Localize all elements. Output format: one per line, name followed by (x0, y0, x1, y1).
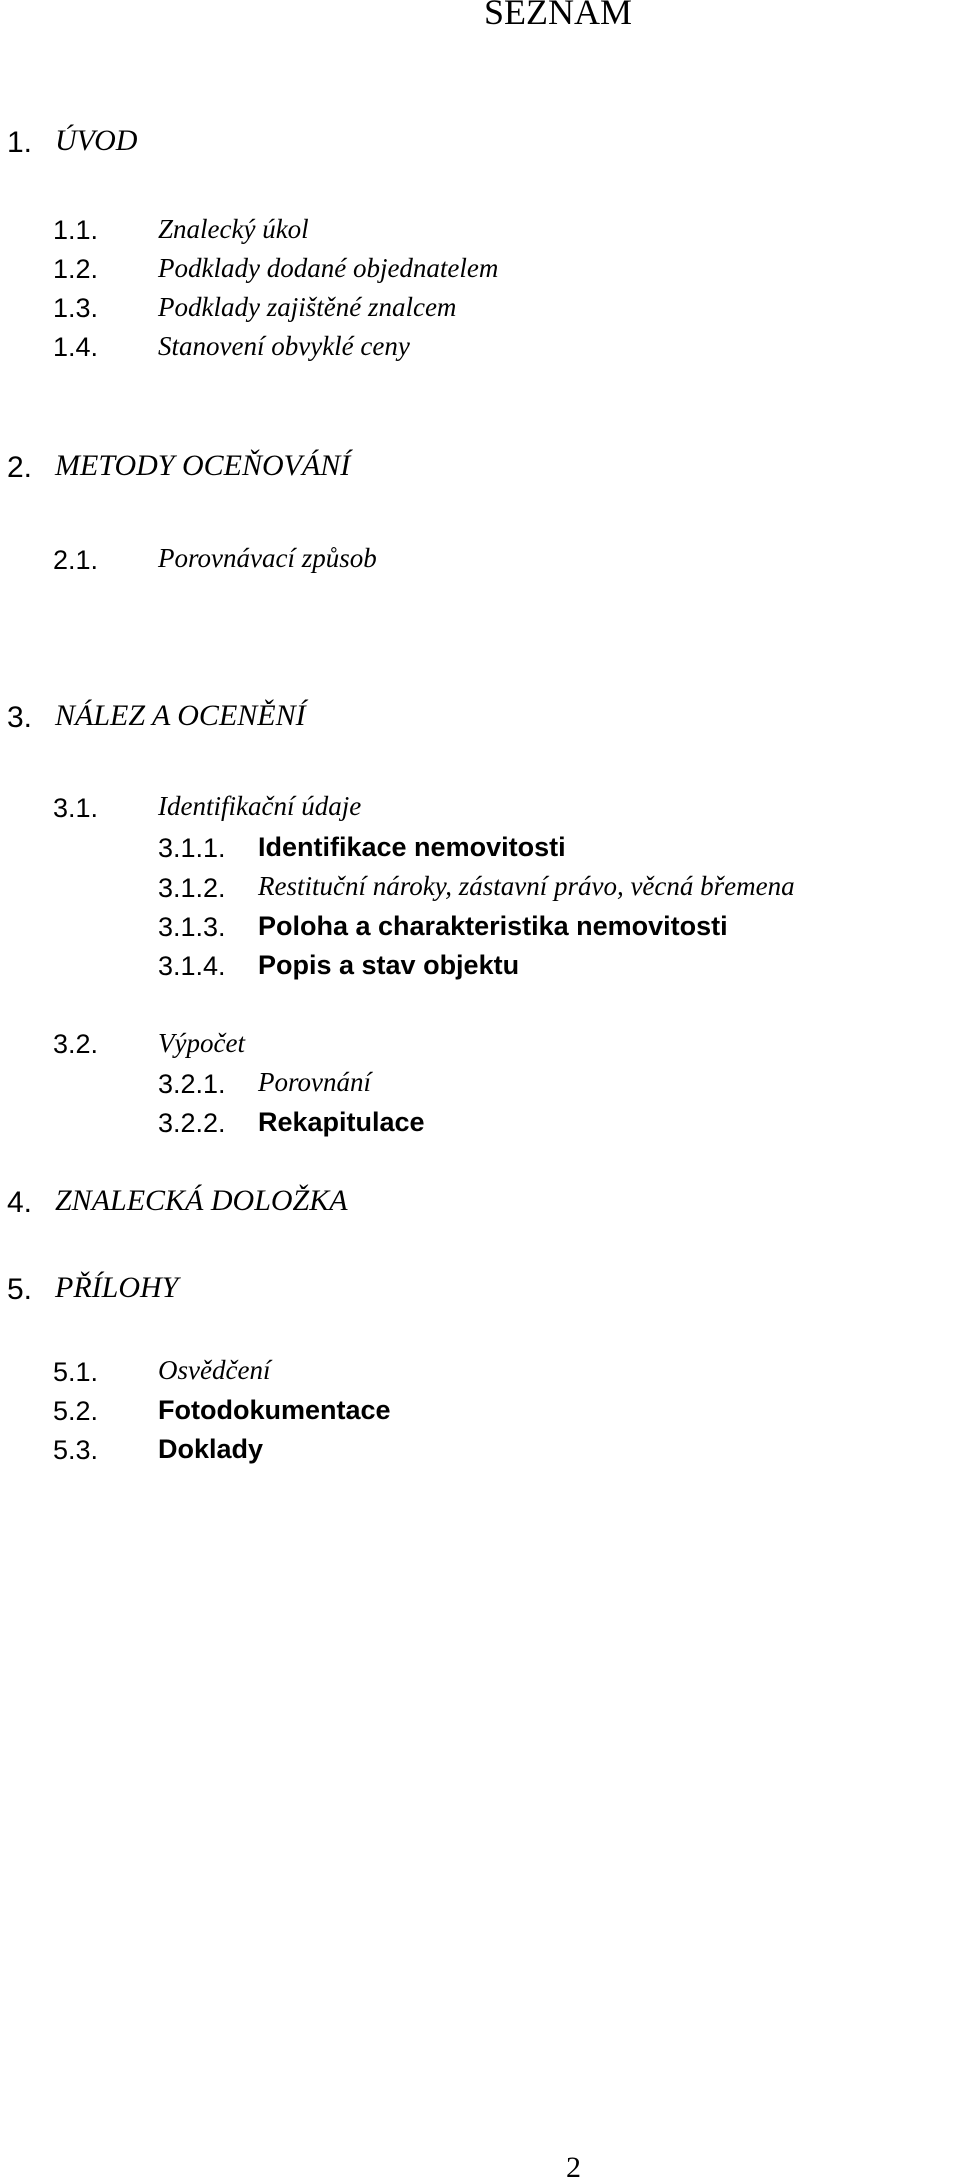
toc-item-2-1-number: 2.1. (53, 545, 99, 575)
toc-heading-4-number: 4. (7, 1186, 33, 1219)
toc-heading-1-number: 1. (7, 126, 33, 159)
toc-item-3-2-label: Výpočet (158, 1028, 245, 1058)
toc-item-3-1-3-number: 3.1.3. (158, 912, 226, 942)
toc-item-1-1-label: Znalecký úkol (158, 214, 309, 244)
toc-item-5-1-label: Osvědčení (158, 1355, 271, 1385)
toc-heading-1-label: ÚVOD (55, 124, 138, 157)
toc-item-5-2-number: 5.2. (53, 1396, 99, 1426)
toc-item-3-1-1-label: Identifikace nemovitosti (258, 832, 566, 862)
toc-heading-3-number: 3. (7, 701, 33, 734)
toc-item-3-2-2-label: Rekapitulace (258, 1107, 425, 1137)
toc-item-3-1-2-label: Restituční nároky, zástavní právo, věcná břemena (258, 871, 795, 901)
toc-item-1-3-number: 1.3. (53, 293, 99, 323)
toc-item-5-2-label: Fotodokumentace (158, 1395, 391, 1425)
toc-item-1-2-number: 1.2. (53, 254, 99, 284)
toc-item-5-3-label: Doklady (158, 1434, 264, 1464)
toc-item-3-2-1-number: 3.2.1. (158, 1069, 226, 1099)
toc-heading-3-label: NÁLEZ A OCENĚNÍ (55, 699, 306, 732)
toc-item-5-1-number: 5.1. (53, 1357, 99, 1387)
toc-item-1-4-label: Stanovení obvyklé ceny (158, 331, 410, 361)
page-number: 2 (566, 2151, 581, 2184)
toc-item-3-2-2-number: 3.2.2. (158, 1108, 226, 1138)
toc-heading-4-label: ZNALECKÁ DOLOŽKA (55, 1184, 348, 1217)
toc-item-1-1-number: 1.1. (53, 215, 99, 245)
toc-item-3-1-number: 3.1. (53, 793, 99, 823)
toc-item-3-1-2-number: 3.1.2. (158, 873, 226, 903)
toc-item-3-2-number: 3.2. (53, 1029, 99, 1059)
page-title: SEZNAM (484, 0, 633, 32)
toc-heading-5-number: 5. (7, 1273, 33, 1306)
toc-item-1-4-number: 1.4. (53, 332, 99, 362)
toc-item-3-1-3-label: Poloha a charakteristika nemovitosti (258, 911, 728, 941)
toc-heading-2-label: METODY OCEŇOVÁNÍ (55, 449, 351, 482)
toc-heading-5-label: PŘÍLOHY (55, 1271, 179, 1304)
toc-item-5-3-number: 5.3. (53, 1435, 99, 1465)
toc-heading-2-number: 2. (7, 451, 33, 484)
toc-item-3-1-1-number: 3.1.1. (158, 833, 226, 863)
toc-item-1-3-label: Podklady zajištěné znalcem (158, 292, 457, 322)
toc-item-1-2-label: Podklady dodané objednatelem (158, 253, 499, 283)
toc-item-3-1-label: Identifikační údaje (158, 791, 362, 821)
toc-item-2-1-label: Porovnávací způsob (158, 543, 377, 573)
toc-item-3-1-4-label: Popis a stav objektu (258, 950, 520, 980)
toc-item-3-2-1-label: Porovnání (258, 1067, 371, 1097)
toc-item-3-1-4-number: 3.1.4. (158, 951, 226, 981)
